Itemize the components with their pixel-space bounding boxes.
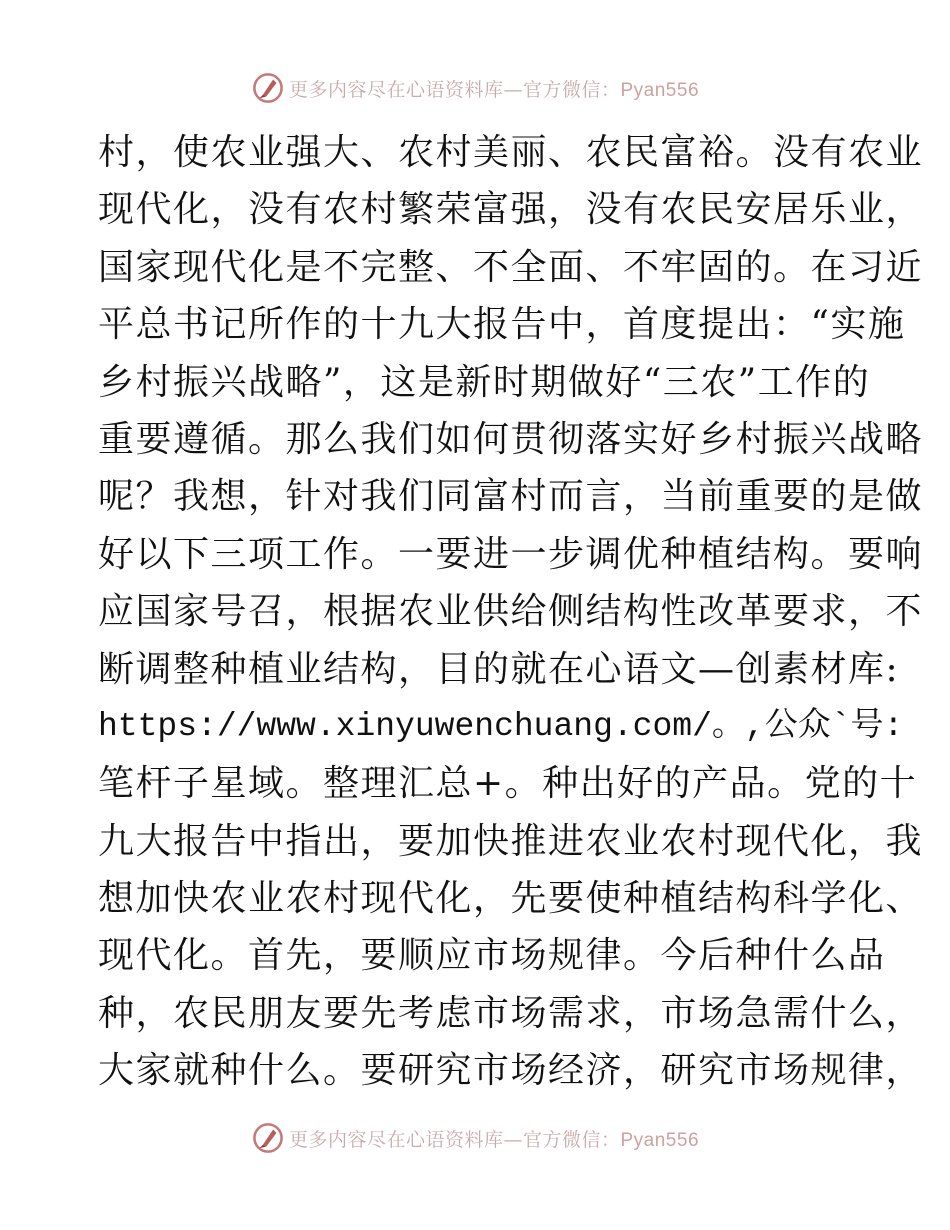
pen-nib-logo-icon [251,1121,285,1155]
body-line: 笔杆子星域。整理汇总+。种出好的产品。党的十 [98,763,918,805]
body-line: 九大报告中指出，要加快推进农业农村现代化，我 [98,820,924,862]
body-line: 现代化，没有农村繁荣富强，没有农民安居乐业， [98,189,924,231]
document-body [98,124,924,1100]
body-line: 大家就种什么。要研究市场经济，研究市场规律， [98,1050,924,1092]
body-line: 种，农民朋友要先考虑市场需求，市场急需什么， [98,992,924,1034]
body-line: 村，使农业强大、农村美丽、农民富裕。没有农业 [98,132,924,173]
body-line: 应国家号召，根据农业供给侧结构性改革要求，不 [98,591,924,633]
header-watermark [0,68,950,108]
body-line-url: https://www.xinyuwenchuang.com/。,公众`号: [98,707,904,745]
watermark-text: 更多内容尽在心语资料库—官方微信：Pyan556 [288,1128,700,1151]
body-line: 想加快农业农村现代化，先要使种植结构科学化、 [98,878,924,920]
body-line: 断调整种植业结构，目的就在心语文—创素材库: [98,648,900,690]
body-line: 平总书记所作的十九大报告中，首度提出：“实施 [98,304,906,346]
body-line: 呢？我想，针对我们同富村而言，当前重要的是做 [98,476,924,518]
body-line: 国家现代化是不完整、不全面、不牢固的。在习近 [98,246,924,288]
body-line: 重要遵循。那么我们如何贯彻落实好乡村振兴战略 [98,418,924,460]
body-line: 现代化。首先，要顺应市场规律。今后种什么品 [98,935,886,977]
body-line: 好以下三项工作。一要进一步调优种植结构。要响 [98,533,924,575]
footer-watermark [0,1118,950,1158]
watermark-text: 更多内容尽在心语资料库—官方微信：Pyan556 [288,78,700,101]
body-line: 乡村振兴战略”，这是新时期做好“三农”工作的 [98,361,871,403]
pen-nib-logo-icon [251,71,285,105]
